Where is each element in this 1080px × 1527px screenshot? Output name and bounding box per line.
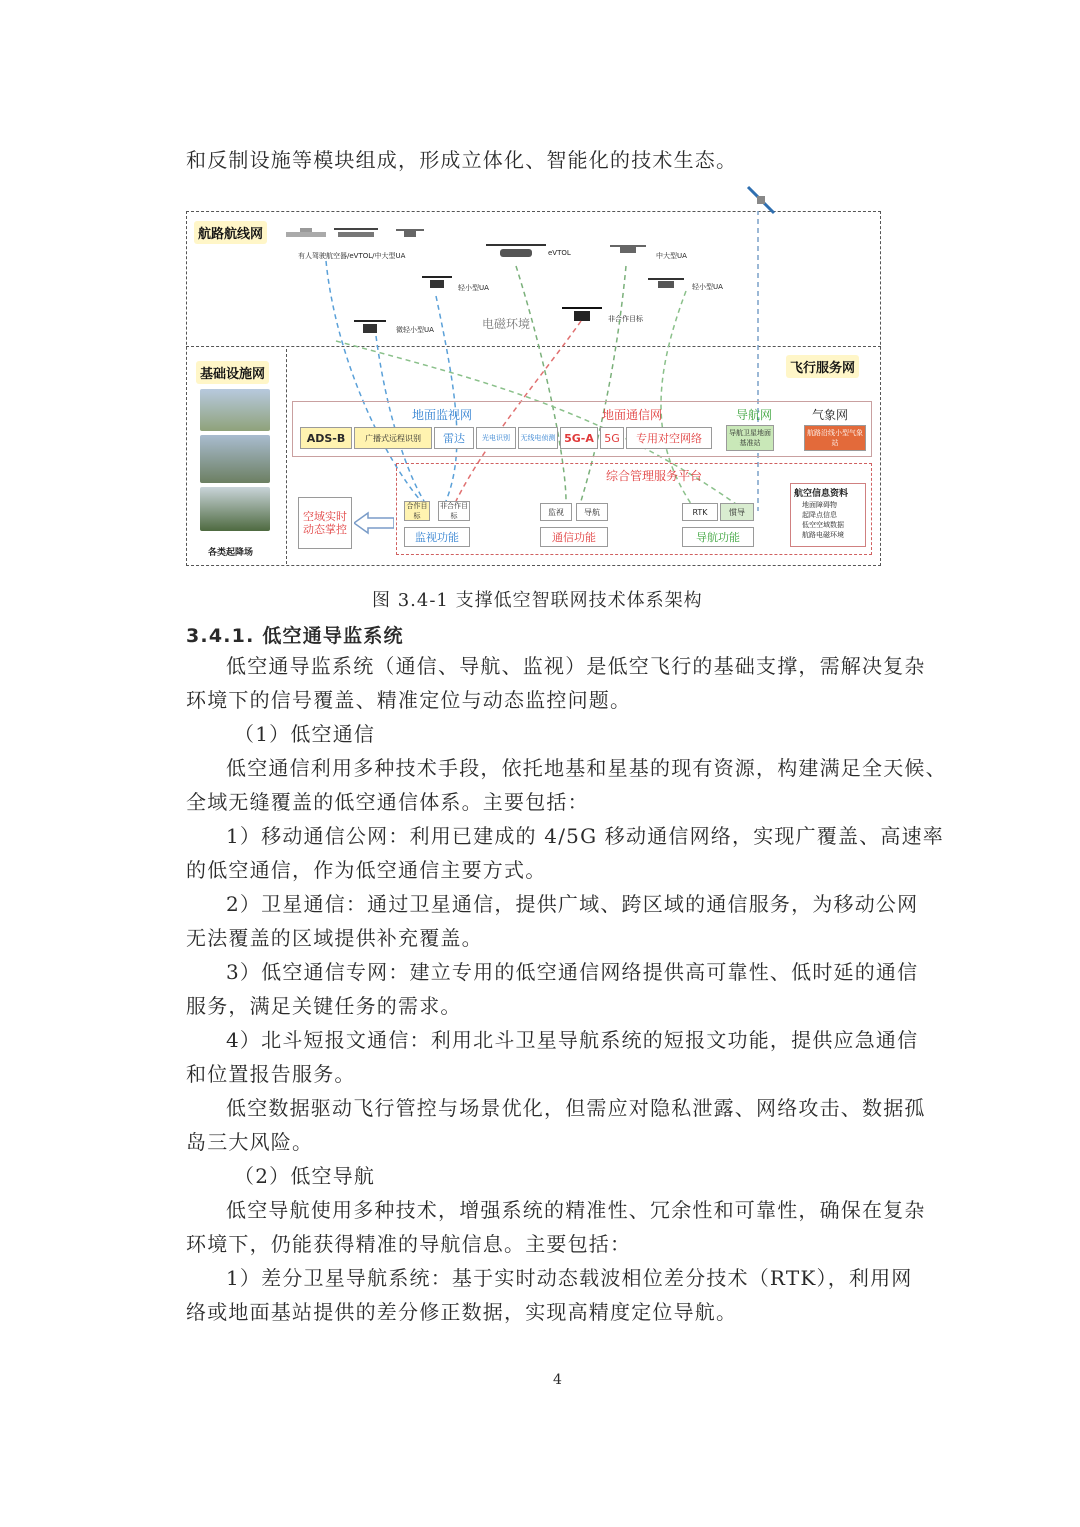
text-line: 低空通导监系统（通信、导航、监视）是低空飞行的基础支撑，需解决复杂 [226,654,926,678]
aero-info-item: 航路电磁环境 [802,531,844,539]
weather-station-cell: 航路沿线小型气象站 [804,425,866,451]
text-line: 岛三大风险。 [186,1130,314,1154]
text-line: 环境下的信号覆盖、精准定位与动态监控问题。 [186,688,632,712]
ads-b-cell: ADS-B [300,427,352,449]
text-line: 1）移动通信公网：利用已建成的 4/5G 移动通信网络，实现广覆盖、高速率 [226,824,945,848]
text-line: 低空通信利用多种技术手段，依托地基和星基的现有资源，构建满足全天候、 [226,756,947,780]
ground-comm-label: 地面通信网 [602,408,663,422]
monitor-cell: 监视 [540,503,572,521]
light-small-label: 轻小型UA [458,284,489,292]
text-line: 和反制设施等模块组成，形成立体化、智能化的技术生态。 [186,148,738,172]
manned-label: 有人驾驶航空器/eVTOL/中大型UA [298,252,406,260]
remote-id-cell: 广播式远程识别 [354,427,432,449]
text-line: 络或地面基站提供的差分修正数据，实现高精度定位导航。 [186,1300,738,1324]
micro-label: 微轻小型UA [396,326,434,334]
nav-ground-station-cell: 导航卫星地面基准站 [726,425,774,451]
subheading: （1）低空通信 [234,722,376,746]
text-line: 3）低空通信专网：建立专用的低空通信网络提供高可靠性、低时延的通信 [226,960,919,984]
realtime-control-box: 空域实时动态掌控 [298,497,352,549]
navigation-function-cell: 导航功能 [682,527,754,547]
section-heading: 3.4.1. 低空通导监系统 [186,625,404,647]
helipad-photo [200,487,270,531]
text-line: 低空数据驱动飞行管控与场景优化，但需应对隐私泄露、网络攻击、数据孤 [226,1096,926,1120]
architecture-diagram [186,211,881,566]
evtol-label: eVTOL [548,249,571,257]
dedicated-network-cell: 专用对空网络 [626,427,712,449]
flight-service-label: 飞行服务网 [786,355,859,378]
text-line: 低空导航使用多种技术，增强系统的精准性、冗余性和可靠性，确保在复杂 [226,1198,926,1222]
ground-surv-label: 地面监视网 [412,408,473,422]
weather-net-label: 气象网 [812,408,849,422]
page-number: 4 [553,1372,562,1388]
inertial-cell: 惯导 [720,503,754,521]
em-env-label: 电磁环境 [482,317,531,331]
text-line: 服务，满足关键任务的需求。 [186,994,462,1018]
aero-info-title: 航空信息资料 [794,489,849,499]
text-line: 和位置报告服务。 [186,1062,356,1086]
tower-photo [200,435,270,483]
text-line: 1）差分卫星导航系统：基于实时动态载波相位差分技术（RTK），利用网 [226,1266,913,1290]
subheading: （2）低空导航 [234,1164,376,1188]
text-line: 4）北斗短报文通信：利用北斗卫星导航系统的短报文功能，提供应急通信 [226,1028,919,1052]
5g-a-cell: 5G-A [560,427,598,449]
platform-label: 综合管理服务平台 [606,469,703,483]
radio-detect-cell: 无线电侦测 [518,427,558,449]
arrow-left-icon [354,511,394,535]
cooperative-cell: 合作目标 [404,501,430,521]
surveillance-function-cell: 监视功能 [404,527,470,547]
communication-function-cell: 通信功能 [540,527,608,547]
text-line: 2）卫星通信：通过卫星通信，提供广域、跨区域的通信服务，为移动公网 [226,892,919,916]
aero-info-item: 地面障碍物 [802,501,837,509]
aero-info-item: 低空空域数据 [802,521,844,529]
airports-label: 各类起降场 [208,548,254,558]
mid-large-label: 中大型UA [656,252,687,260]
text-line: 的低空通信，作为低空通信主要方式。 [186,858,547,882]
text-line: 全域无缝覆盖的低空通信体系。主要包括： [186,790,589,814]
figure-caption: 图 3.4-1 支撑低空智联网技术体系架构 [372,590,703,611]
light-small-label: 轻小型UA [692,283,723,291]
navigation-cell: 导航 [576,503,608,521]
text-line: 环境下，仍能获得精准的导航信息。主要包括： [186,1232,632,1256]
noncooperative-cell: 非合作目标 [440,502,468,520]
rtk-cell: RTK [682,503,718,521]
photoelectric-cell: 光电识别 [476,427,516,449]
aero-info-item: 起降点信息 [802,511,837,519]
nav-net-label: 导航网 [736,408,773,422]
radar-cell: 雷达 [434,427,474,449]
5g-cell: 5G [600,427,624,449]
route-net-label: 航路航线网 [194,221,267,244]
non-coop-label: 非合作目标 [608,315,643,323]
text-line: 无法覆盖的区域提供补充覆盖。 [186,926,483,950]
airport-photo [200,389,270,431]
infra-net-label: 基础设施网 [196,361,269,384]
